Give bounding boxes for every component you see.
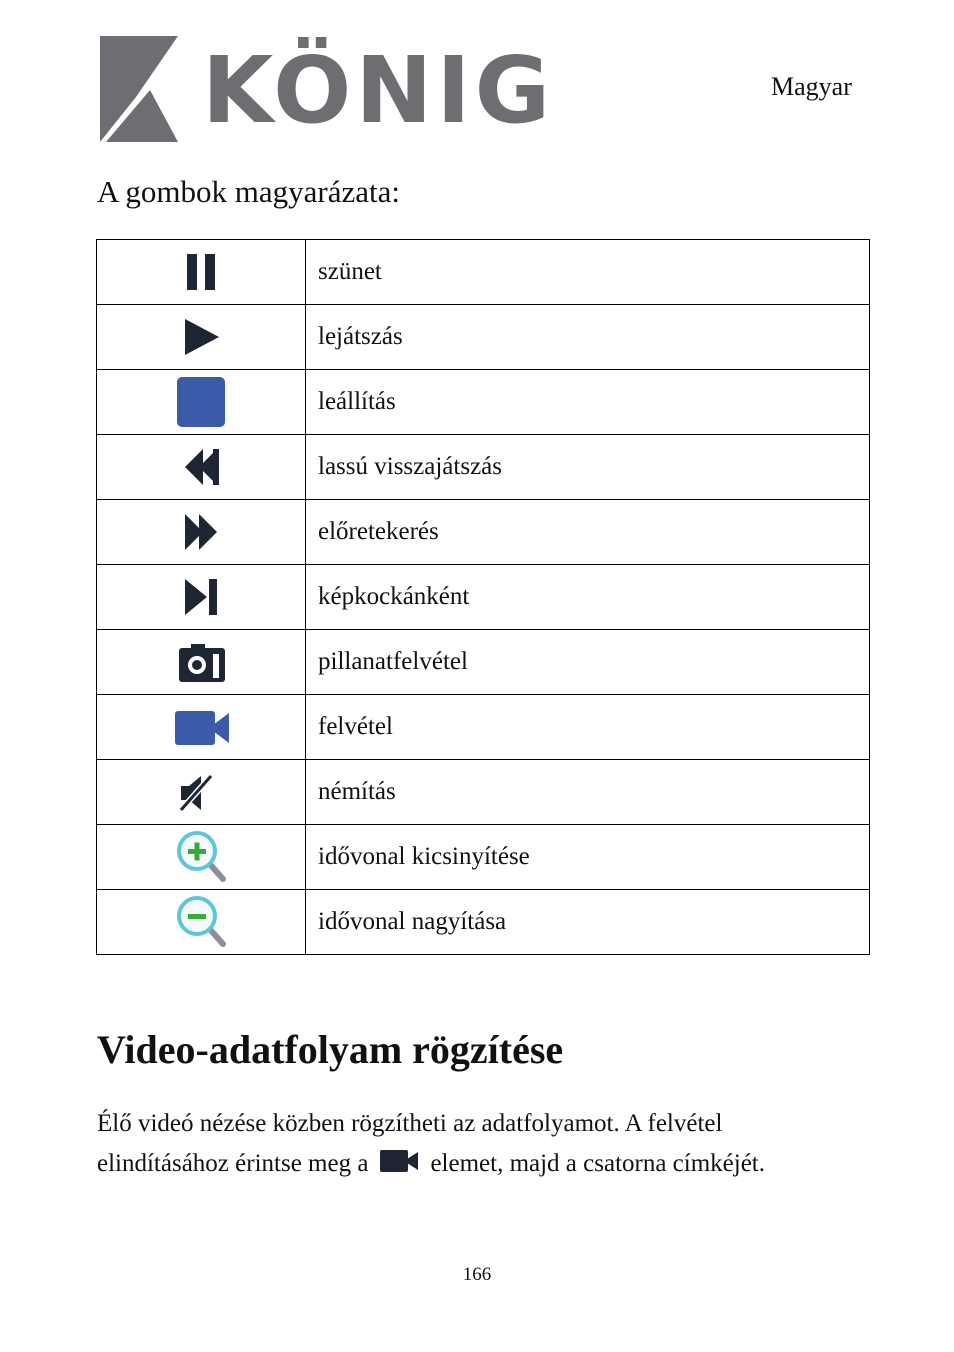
legend-label: idővonal kicsinyítése <box>306 825 870 890</box>
zoom-out-icon <box>169 892 233 952</box>
table-row <box>97 500 870 565</box>
legend-label: képkockánként <box>306 565 870 630</box>
video-camera-icon <box>378 1148 420 1174</box>
section-heading: Video-adatfolyam rögzítése <box>97 1027 564 1072</box>
legend-label: némítás <box>306 760 870 825</box>
table-row <box>97 825 870 890</box>
video-camera-icon <box>169 697 233 757</box>
konig-logo <box>98 32 555 147</box>
legend-label: szünet <box>306 240 870 305</box>
legend-label: idővonal nagyítása <box>306 890 870 955</box>
paragraph-line-1: Élő videó nézése közben rögzítheti az adatfolyamot. A felvétel <box>97 1110 723 1137</box>
pause-icon <box>169 242 233 302</box>
section-paragraph <box>97 1104 887 1184</box>
zoom-in-icon <box>169 827 233 887</box>
fast-forward-icon <box>169 502 233 562</box>
mute-icon <box>169 762 233 822</box>
camera-snapshot-icon <box>169 632 233 692</box>
table-row <box>97 565 870 630</box>
legend-label: előretekerés <box>306 500 870 565</box>
table-row <box>97 370 870 435</box>
paragraph-line-2-start: elindításához érintse meg a <box>97 1150 369 1177</box>
page-number: 166 <box>462 1264 492 1285</box>
legend-label: pillanatfelvétel <box>306 630 870 695</box>
language-label: Magyar <box>771 72 852 101</box>
table-row <box>97 435 870 500</box>
frame-step-icon <box>169 567 233 627</box>
legend-label: felvétel <box>306 695 870 760</box>
table-row <box>97 240 870 305</box>
legend-label: lassú visszajátszás <box>306 435 870 500</box>
table-row <box>97 305 870 370</box>
table-row <box>97 695 870 760</box>
brand-wordmark-text: KÖNIG <box>202 37 555 144</box>
legend-label: lejátszás <box>306 305 870 370</box>
table-row <box>97 890 870 955</box>
legend-title: A gombok magyarázata: <box>97 174 401 209</box>
table-row <box>97 760 870 825</box>
konig-wordmark <box>98 32 555 147</box>
stop-icon <box>169 372 233 432</box>
button-legend-table <box>96 239 870 955</box>
paragraph-line-2-end: elemet, majd a csatorna címkéjét. <box>430 1150 766 1177</box>
table-row <box>97 630 870 695</box>
legend-label: leállítás <box>306 370 870 435</box>
slow-rewind-icon <box>169 437 233 497</box>
play-icon <box>169 307 233 367</box>
